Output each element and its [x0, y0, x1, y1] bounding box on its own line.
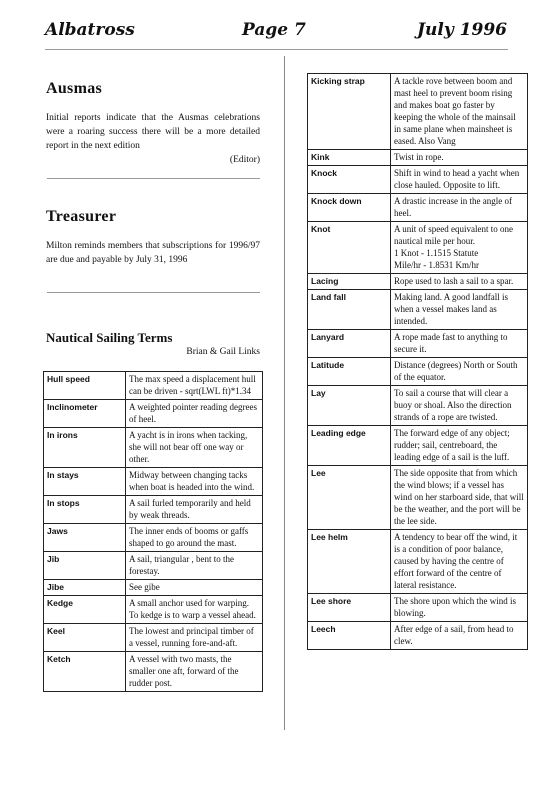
- term-row: [308, 166, 528, 194]
- term-definition: [126, 652, 263, 692]
- term-definition: [391, 274, 528, 290]
- term-definition: [391, 330, 528, 358]
- term-row: [44, 496, 263, 524]
- term-name: Hull speed: [44, 372, 126, 400]
- term-name: Lee helm: [308, 530, 391, 594]
- treasurer-body: Milton reminds members that subscriptions for 1996/97 are due and payable by July 31, 1996: [46, 241, 260, 265]
- term-definition-text: A rope made fast to anything to secure it.: [394, 332, 508, 354]
- term-row: [308, 466, 528, 530]
- ausmas-heading: Ausmas: [46, 80, 103, 97]
- term-row: [308, 74, 528, 150]
- term-definition-text: A vessel with two masts, the smaller one aft, forward of the rudder post.: [129, 654, 239, 688]
- terms-heading: Nautical Sailing Terms: [46, 330, 173, 345]
- term-definition-text: The shore upon which the wind is blowing.: [394, 596, 516, 618]
- term-row: [308, 386, 528, 426]
- term-definition: [391, 622, 528, 650]
- treasurer-heading: Treasurer: [46, 208, 117, 225]
- section-divider: [47, 292, 260, 293]
- term-definition-text: Making land. A good landfall is when a vessel makes land as intended.: [394, 292, 508, 326]
- term-name: In irons: [44, 428, 126, 468]
- term-definition: [126, 400, 263, 428]
- term-definition: [391, 466, 528, 530]
- term-definition: [126, 596, 263, 624]
- term-row: [44, 400, 263, 428]
- term-definition-text: A unit of speed equivalent to one nautical mile per hour.: [394, 224, 513, 246]
- term-definition-text: A drastic increase in the angle of heel.: [394, 196, 512, 218]
- term-name: Jibe: [44, 580, 126, 596]
- header-date: July 1996: [417, 20, 507, 40]
- header-rule: [45, 49, 508, 50]
- term-definition: [391, 386, 528, 426]
- term-definition-text: The max speed a displacement hull can be driven - sqrt(LWL ft)*1.34: [129, 374, 256, 396]
- term-name: Knot: [308, 222, 391, 274]
- term-definition-text: A sail furled temporarily and held by weak threads.: [129, 498, 251, 520]
- term-name: Latitude: [308, 358, 391, 386]
- term-definition-text: The forward edge of any object; rudder; sail, centreboard, the leading edge of a sail is the luff.: [394, 428, 510, 462]
- term-name: Inclinometer: [44, 400, 126, 428]
- term-definition: [126, 524, 263, 552]
- term-definition: [391, 530, 528, 594]
- ausmas-signature: (Editor): [229, 155, 260, 165]
- term-name: Leech: [308, 622, 391, 650]
- terms-authors: Brian & Gail Links: [186, 347, 260, 357]
- term-row: [44, 372, 263, 400]
- term-definition: [126, 468, 263, 496]
- term-definition-text: Shift in wind to head a yacht when close hauled. Opposite to lift.: [394, 168, 520, 190]
- term-row: [44, 652, 263, 692]
- term-definition-text: The lowest and principal timber of a vessel, running fore-and-aft.: [129, 626, 254, 648]
- term-definition: [391, 594, 528, 622]
- term-name: Lanyard: [308, 330, 391, 358]
- term-name: Kicking strap: [308, 74, 391, 150]
- term-name: In stops: [44, 496, 126, 524]
- term-name: Jaws: [44, 524, 126, 552]
- term-name: Kink: [308, 150, 391, 166]
- term-name: Keel: [44, 624, 126, 652]
- term-definition-conversion: Mile/hr - 1.8531 Km/hr: [394, 260, 479, 270]
- term-name: Knock: [308, 166, 391, 194]
- term-row: [44, 596, 263, 624]
- term-definition: [126, 552, 263, 580]
- term-definition: [391, 426, 528, 466]
- terms-table-left: [43, 371, 263, 692]
- term-name: Lee shore: [308, 594, 391, 622]
- term-row: [44, 468, 263, 496]
- term-definition-text: To sail a course that will clear a buoy or shoal. Also the direction strands of a rope are twisted.: [394, 388, 512, 422]
- term-definition-text: The inner ends of booms or gaffs shaped to go around the mast.: [129, 526, 249, 548]
- ausmas-body: [46, 111, 260, 167]
- term-name: Lay: [308, 386, 391, 426]
- term-definition-text: A tackle rove between boom and mast heel to prevent boom rising and makes boat go faster by keeping the whole of the mainsail in same plane when mainsheet is eased. Also Vang: [394, 76, 516, 146]
- term-row: [308, 530, 528, 594]
- term-definition-text: Rope used to lash a sail to a spar.: [394, 276, 514, 286]
- term-definition: [126, 428, 263, 468]
- column-divider: [284, 56, 285, 730]
- term-definition-text: Twist in rope.: [394, 152, 444, 162]
- term-name: Lee: [308, 466, 391, 530]
- term-name: Lacing: [308, 274, 391, 290]
- term-definition: [391, 290, 528, 330]
- term-row: [308, 622, 528, 650]
- term-definition-text: A small anchor used for warping. To kedge is to warp a vessel ahead.: [129, 598, 256, 620]
- term-definition: [391, 150, 528, 166]
- term-name: Knock down: [308, 194, 391, 222]
- term-row: [308, 358, 528, 386]
- term-row: [44, 552, 263, 580]
- term-row: [44, 524, 263, 552]
- term-definition-text: Distance (degrees) North or South of the equator.: [394, 360, 518, 382]
- term-definition-text: See gibe: [129, 582, 160, 592]
- term-name: Leading edge: [308, 426, 391, 466]
- term-name: Jib: [44, 552, 126, 580]
- term-definition-text: A tendency to bear off the wind, it is a condition of poor balance, caused by having the centre of effort forward of the centre of lateral resistance.: [394, 532, 518, 590]
- term-row: [308, 150, 528, 166]
- term-definition: [391, 166, 528, 194]
- term-definition-text: Midway between changing tacks when boat is headed into the wind.: [129, 470, 255, 492]
- term-definition-text: A sail, triangular , bent to the forestay.: [129, 554, 234, 576]
- header-publication-name: Albatross: [45, 20, 135, 40]
- term-definition: [126, 624, 263, 652]
- term-row: [44, 580, 263, 596]
- term-definition-text: After edge of a sail, from head to clew.: [394, 624, 514, 646]
- term-row: [308, 330, 528, 358]
- term-row: [308, 426, 528, 466]
- term-row: [44, 624, 263, 652]
- term-definition-text: A weighted pointer reading degrees of heel.: [129, 402, 257, 424]
- term-definition: [126, 372, 263, 400]
- term-definition: [126, 496, 263, 524]
- term-definition-text: The side opposite that from which the wind blows; if a vessel has wind on her starboard side, that will be the weather, and the port will be the lee side.: [394, 468, 524, 526]
- term-definition: [391, 222, 528, 274]
- term-row: [308, 222, 528, 274]
- term-name: Ketch: [44, 652, 126, 692]
- section-divider: [47, 178, 260, 179]
- term-row: [308, 594, 528, 622]
- term-definition-text: A yacht is in irons when tacking, she will not bear off one way or other.: [129, 430, 248, 464]
- term-row: [308, 290, 528, 330]
- term-definition: [391, 358, 528, 386]
- term-name: Kedge: [44, 596, 126, 624]
- term-row: [308, 274, 528, 290]
- term-row: [44, 428, 263, 468]
- ausmas-text: Initial reports indicate that the Ausmas celebrations were a roaring success there will be a more detailed report in the next edition: [46, 113, 260, 151]
- term-definition: [391, 194, 528, 222]
- term-name: In stays: [44, 468, 126, 496]
- header-page-number: Page 7: [242, 20, 306, 40]
- term-definition-conversion: 1 Knot - 1.1515 Statute: [394, 248, 479, 258]
- term-definition: [126, 580, 263, 596]
- term-definition: [391, 74, 528, 150]
- terms-table-right: [307, 73, 528, 650]
- term-name: Land fall: [308, 290, 391, 330]
- term-row: [308, 194, 528, 222]
